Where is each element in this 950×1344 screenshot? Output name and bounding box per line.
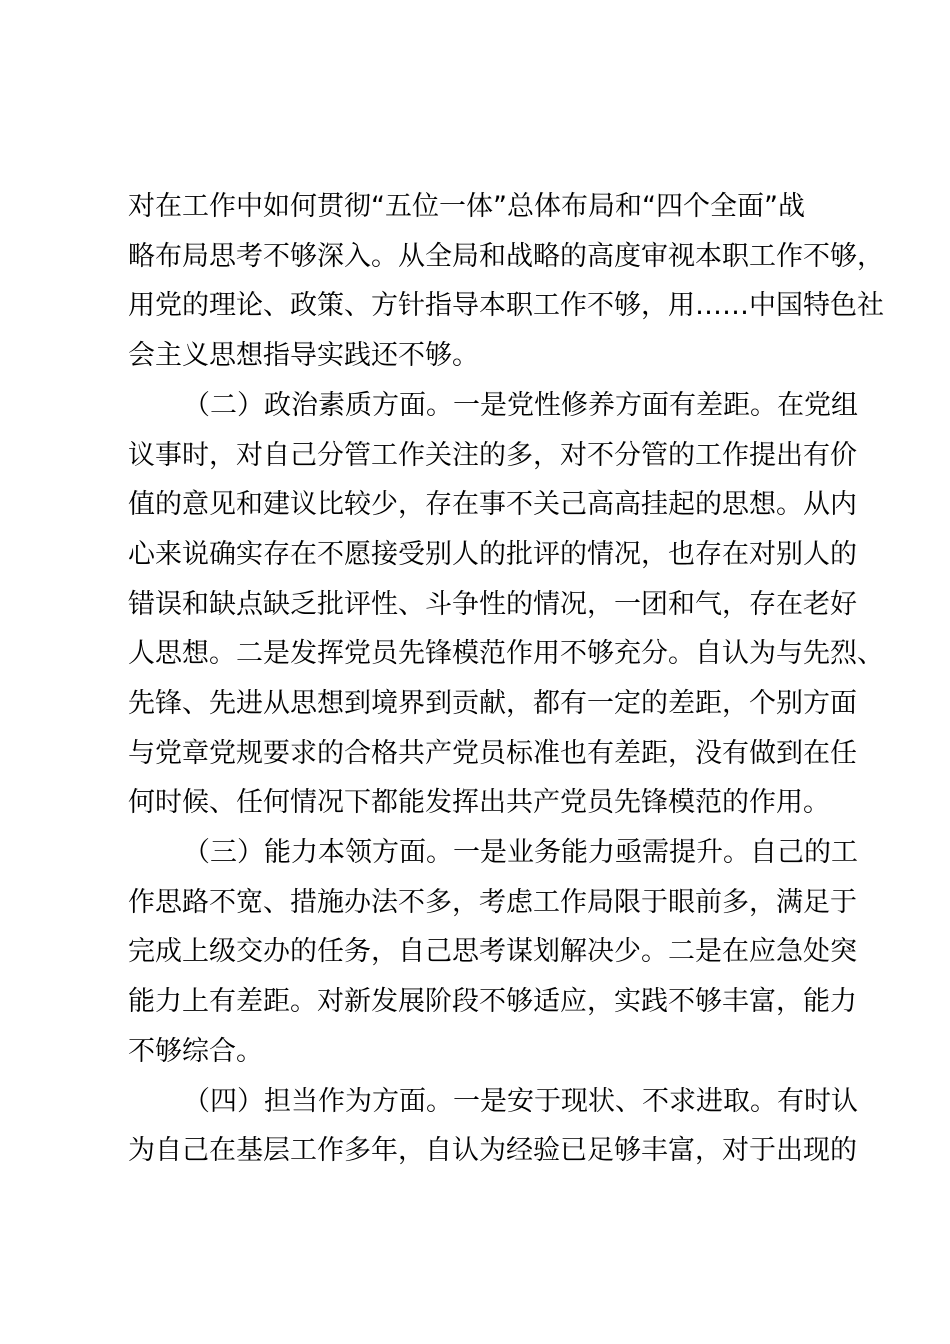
text-line: 略布局思考不够深入。从全局和战略的高度审视本职工作不够， <box>128 241 884 272</box>
section-heading-line: （二）政治素质方面。一是党性修养方面有差距。在党组 <box>183 390 858 421</box>
text-line: 人思想。二是发挥党员先锋模范作用不够充分。自认为与先烈、 <box>128 638 884 669</box>
text-line: 作思路不宽、措施办法不多，考虑工作局限于眼前多，满足于 <box>128 887 857 918</box>
text-line: 议事时，对自己分管工作关注的多，对不分管的工作提出有价 <box>128 440 857 471</box>
text-line: 何时候、任何情况下都能发挥出共产党员先锋模范的作用。 <box>128 787 830 818</box>
text-line: 完成上级交办的任务，自己思考谋划解决少。二是在应急处突 <box>128 936 857 967</box>
section-heading-line: （四）担当作为方面。一是安于现状、不求进取。有时认 <box>183 1086 858 1117</box>
text-line: 心来说确实存在不愿接受别人的批评的情况，也存在对别人的 <box>128 539 857 570</box>
text-line: 能力上有差距。对新发展阶段不够适应，实践不够丰富，能力 <box>128 986 857 1017</box>
text-line: 与党章党规要求的合格共产党员标准也有差距，没有做到在任 <box>128 738 857 769</box>
text-line: 为自己在基层工作多年，自认为经验已足够丰富，对于出现的 <box>128 1135 857 1166</box>
text-line: 对在工作中如何贯彻“五位一体”总体布局和“四个全面”战 <box>128 191 805 222</box>
text-line: 用党的理论、政策、方针指导本职工作不够，用……中国特色社 <box>128 290 884 321</box>
text-line: 错误和缺点缺乏批评性、斗争性的情况，一团和气，存在老好 <box>128 589 857 620</box>
section-heading-line: （三）能力本领方面。一是业务能力亟需提升。自己的工 <box>183 837 858 868</box>
text-line: 先锋、先进从思想到境界到贡献，都有一定的差距，个别方面 <box>128 688 857 719</box>
text-line: 值的意见和建议比较少，存在事不关己高高挂起的思想。从内 <box>128 489 857 520</box>
text-line: 会主义思想指导实践还不够。 <box>128 340 479 371</box>
text-line: 不够综合。 <box>128 1036 263 1067</box>
